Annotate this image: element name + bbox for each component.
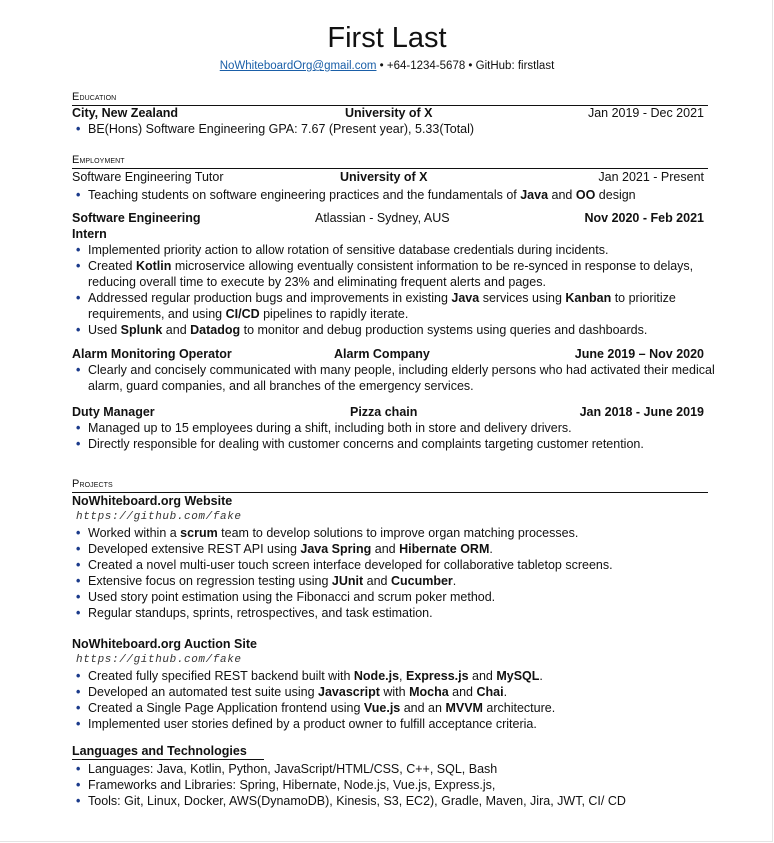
list-item: • Created fully specified REST backend built with Node.js, Express.js and MySQL. xyxy=(76,668,716,684)
project-bullets xyxy=(76,668,716,732)
job-role: Duty Manager xyxy=(72,405,155,419)
list-item: • Developed an automated test suite using Javascript with Mocha and Chai. xyxy=(76,684,716,700)
email-link[interactable]: NoWhiteboardOrg@gmail.com xyxy=(219,60,377,72)
project-row xyxy=(72,493,704,509)
list-item: • Tools: Git, Linux, Docker, AWS(DynamoDB), Kinesis, S3, EC2), Gradle, Maven, Jira, JWT, CI/ CD xyxy=(76,793,716,809)
languages-heading: Languages and Technologies xyxy=(72,744,247,758)
list-item: • Directly responsible for dealing with customer concerns and complaints targeting customer retention. xyxy=(76,436,716,452)
github-text: GitHub: firstlast xyxy=(475,60,555,72)
list-item: • Clearly and concisely communicated with many people, including elderly persons who had activated their medical alarm, guard companies, and all branches of the emergency services. xyxy=(76,362,716,394)
education-school: University of X xyxy=(345,106,433,120)
list-item: • Worked within a scrum team to develop solutions to improve organ matching processes. xyxy=(76,525,716,541)
project-name: NoWhiteboard.org Auction Site xyxy=(72,637,257,651)
job-dates: Nov 2020 - Feb 2021 xyxy=(584,211,704,225)
list-item: • Created a novel multi-user touch screen interface developed for collaborative tabletop screens. xyxy=(76,557,716,573)
languages-bullets xyxy=(76,761,716,809)
list-item: • Created Kotlin microservice allowing eventually consistent information to be re-synced in response to delays, reducing overall time to execute by 23% and eliminating frequent alerts and pages. xyxy=(76,258,716,290)
list-item: • Extensive focus on regression testing using JUnit and Cucumber. xyxy=(76,573,716,589)
languages-underline xyxy=(72,759,264,760)
education-heading: Education xyxy=(72,91,708,106)
job-row xyxy=(72,404,704,420)
project-link[interactable]: https://github.com/fake xyxy=(76,654,242,666)
list-item: • Used story point estimation using the Fibonacci and scrum poker method. xyxy=(76,589,716,605)
project-bullets xyxy=(76,525,716,621)
list-item: • Implemented priority action to allow rotation of sensitive database credentials during incidents. xyxy=(76,242,716,258)
job-row xyxy=(72,210,704,242)
job-dates: June 2019 – Nov 2020 xyxy=(574,347,704,361)
job-row xyxy=(72,169,704,185)
contact-line xyxy=(0,58,774,74)
job-bullets xyxy=(76,362,716,394)
list-item: • Frameworks and Libraries: Spring, Hibernate, Node.js, Vue.js, Express.js, xyxy=(76,777,716,793)
list-item: • Managed up to 15 employees during a shift, including both in store and delivery drivers. xyxy=(76,420,716,436)
employment-heading: Employment xyxy=(72,154,708,169)
job-company: Alarm Company xyxy=(334,347,430,361)
list-item: • Regular standups, sprints, retrospectives, and task estimation. xyxy=(76,605,716,621)
education-dates: Jan 2019 - Dec 2021 xyxy=(587,106,704,120)
job-bullets xyxy=(76,187,716,203)
list-item: • BE(Hons) Software Engineering GPA: 7.67 (Present year), 5.33(Total) xyxy=(76,121,716,137)
phone-text: • +64-1234-5678 • xyxy=(376,60,476,72)
job-dates: Jan 2018 - June 2019 xyxy=(579,405,704,419)
resume-name: First Last xyxy=(327,22,447,54)
job-company: University of X xyxy=(340,170,428,184)
list-item: • Languages: Java, Kotlin, Python, JavaScript/HTML/CSS, C++, SQL, Bash xyxy=(76,761,716,777)
list-item: • Created a Single Page Application frontend using Vue.js and an MVVM architecture. xyxy=(76,700,716,716)
job-bullets xyxy=(76,420,716,452)
list-item: • Teaching students on software engineering practices and the fundamentals of Java and OO design xyxy=(76,187,716,203)
project-name: NoWhiteboard.org Website xyxy=(72,494,233,508)
list-item: • Developed extensive REST API using Java Spring and Hibernate ORM. xyxy=(76,541,716,557)
job-company: Atlassian - Sydney, AUS xyxy=(315,211,450,225)
job-bullets xyxy=(76,242,716,338)
education-bullets xyxy=(76,121,716,137)
job-role: Software Engineering Intern xyxy=(72,211,201,241)
list-item: • Implemented user stories defined by a product owner to fulfill acceptance criteria. xyxy=(76,716,716,732)
project-link[interactable]: https://github.com/fake xyxy=(76,511,242,523)
job-row xyxy=(72,346,704,362)
job-dates: Jan 2021 - Present xyxy=(598,170,704,184)
job-role: Alarm Monitoring Operator xyxy=(72,347,232,361)
list-item: • Used Splunk and Datadog to monitor and debug production systems using queries and dashboards. xyxy=(76,322,716,338)
project-row xyxy=(72,636,704,652)
education-location: City, New Zealand xyxy=(72,106,179,120)
job-company: Pizza chain xyxy=(350,405,418,419)
projects-heading: Projects xyxy=(72,478,708,493)
education-row xyxy=(72,105,704,121)
list-item: • Addressed regular production bugs and improvements in existing Java services using Kanban to prioritize requirements, and using CI/CD pipelines to rapidly iterate. xyxy=(76,290,716,322)
job-role: Software Engineering Tutor xyxy=(72,170,224,184)
